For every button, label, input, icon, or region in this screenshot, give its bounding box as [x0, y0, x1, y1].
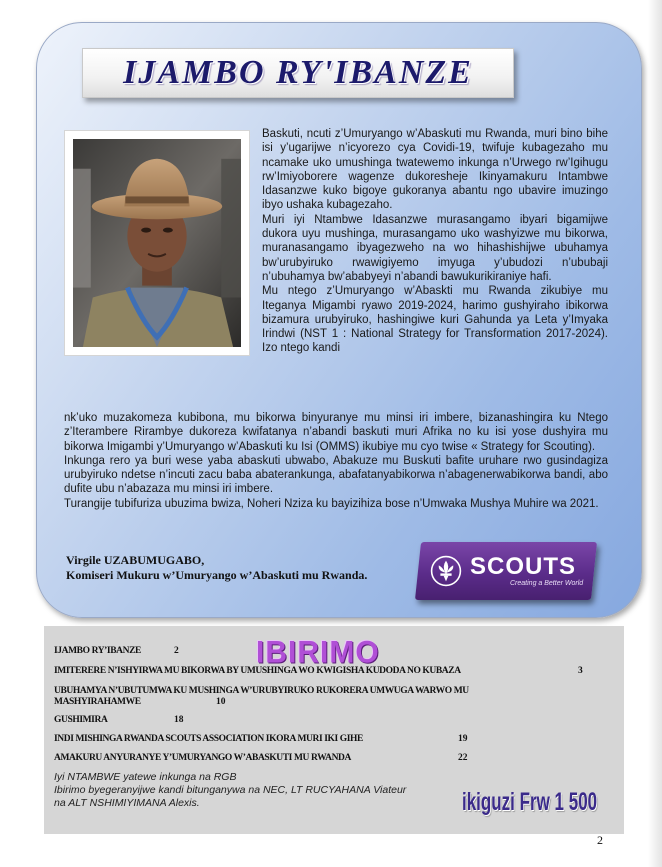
- toc-item-title: IJAMBO RY’IBANZE: [54, 646, 141, 656]
- toc-item-page: 22: [458, 753, 468, 763]
- scouts-wordmark: SCOUTS: [470, 553, 577, 580]
- article-paragraph: Turangije tubifuriza ubuzima bwiza, Noheri Nziza ku bayizihiza bose n’Umwaka Mushya Muhire wa 2021.: [64, 497, 599, 510]
- toc-item-title: UBUHAMYA N’UBUTUMWA KU MUSHINGA W’URUBYIRUKO RUKORERA UMWUGA WARWO MU: [54, 686, 469, 696]
- toc-item-page: 18: [174, 715, 184, 725]
- toc-item-title: MASHYIRAHAMWE: [54, 697, 141, 707]
- toc-item-title: INDI MISHINGA RWANDA SCOUTS ASSOCIATION IKORA MURI IKI GIHE: [54, 734, 363, 744]
- page-edge-strip: [648, 0, 662, 867]
- article-paragraph: Inkunga rero ya buri wese yaba abaskuti ubwabo, Abakuze mu Buskuti bafite uruhare rwo gusindagiza urubyiruko ndetse n’incuti zacu baba abaterankunga, abafatanyabikorwa n’abagenerwabikorwa bandi, abo dufite ubu n’abazaza mu minsi iri imbere.: [64, 454, 608, 496]
- price-label: ikiguzi Frw 1 500: [462, 788, 598, 816]
- toc-item-page: 3: [578, 666, 583, 676]
- toc-item: [54, 715, 107, 726]
- page-number: 2: [597, 833, 603, 847]
- toc-item: [54, 686, 469, 697]
- toc-item-page: 19: [458, 734, 468, 744]
- toc-item: [54, 753, 351, 764]
- article-paragraph: Mu ntego z’Umuryango w’Abaskti mu Rwanda zikubiye mu Iteganya Migambi ryawo 2019-2024, harimo gushyiraho ibikorwa bizamura urubyiruko, hashingiwe kuri Gahunda ya Leta y’Imyaka Irindwi (NST 1 : National Strategy for Transformation 2017-2024). Izo ntego kandi: [262, 285, 608, 355]
- article-paragraph: nk’uko muzakomeza kubibona, mu bikorwa binyuranye mu minsi iri imbere, bizanashingira ku Ntego z’Iterambere Rirambye dukoreza kwifatanya n’abandi baskuti muri Afrika no ku isi yose dushyira mu bikorwa Imigambi y’Umuryango w’Abaskuti ku Isi (OMMS) ikubiye mu cyo twise « Strategy for Scouting).: [64, 412, 608, 453]
- toc-item-page: 2: [174, 646, 179, 656]
- article-body-full: [64, 411, 608, 511]
- signature-block: [66, 553, 426, 582]
- title-banner: [82, 48, 514, 98]
- article-paragraph: Muri iyi Ntambwe Idasanzwe murasangamo ibyari bigamijwe dukora uyu mushinga, murasangamo uko washyizwe mu bikorwa, muranasangamo ibyagezweho na wo hihashishijwe ubuhamya bw’urubyiruko rwawigiyemo imyuga y’ubudozi n’ububaji n’ubuhamya bw’ababyeyi n’abandi bawukurikiraniye hafi.: [262, 213, 608, 283]
- fleur-de-lis-icon: [430, 555, 462, 587]
- credit-line: na ALT NSHIMIYIMANA Alexis.: [54, 797, 200, 809]
- toc-item: [54, 646, 141, 657]
- toc-item-title: GUSHIMIRA: [54, 715, 108, 725]
- toc-item: [54, 666, 461, 677]
- scouts-logo: [415, 542, 597, 600]
- toc-item-continued: [54, 697, 141, 708]
- toc-item: [54, 734, 363, 745]
- credit-line: Ibirimo byegeranyijwe kandi bitunganywa na NEC, LT RUCYAHANA Viateur: [54, 784, 407, 796]
- article-paragraph: Baskuti, ncuti z’Umuryango w’Abaskuti mu Rwanda, muri bino bihe isi y’ugarijwe n’icyorezo cya Covidi-19, twifuje kubagezaho mu ncamake uko umushinga twatewemo inkunga n’Urwego rw’Igihugu rw’Imiyoborere wagenze dukoresheje Ikinyamakuru Intambwe Idasanzwe kuko bigoye gukoranya abantu ngo ubavire imuzingo ibyo ushaka kubagezaho.: [262, 128, 608, 212]
- toc-item-page: 10: [216, 697, 226, 707]
- toc-item-title: IMITERERE N’ISHYIRWA MU BIKORWA BY UMUSHINGA WO KWIGISHA KUDODA NO KUBAZA: [54, 666, 461, 676]
- credits: [54, 771, 434, 810]
- author-photo: [64, 130, 250, 356]
- signature-name: Virgile UZABUMUGABO,: [66, 553, 205, 567]
- portrait-image: [73, 139, 241, 347]
- contents-heading: IBIRIMO: [256, 635, 380, 670]
- page-title: IJAMBO RY'IBANZE: [123, 54, 473, 91]
- scouts-tagline: Creating a Better World: [510, 580, 584, 587]
- article-body-right: [262, 127, 608, 356]
- signature-role: Komiseri Mukuru w’Umuryango w’Abaskuti mu Rwanda.: [66, 567, 368, 582]
- credit-line: Iyi NTAMBWE yatewe inkunga na RGB: [54, 771, 237, 783]
- toc-item-title: AMAKURU ANYURANYE Y’UMURYANGO W’ABASKUTI MU RWANDA: [54, 753, 351, 763]
